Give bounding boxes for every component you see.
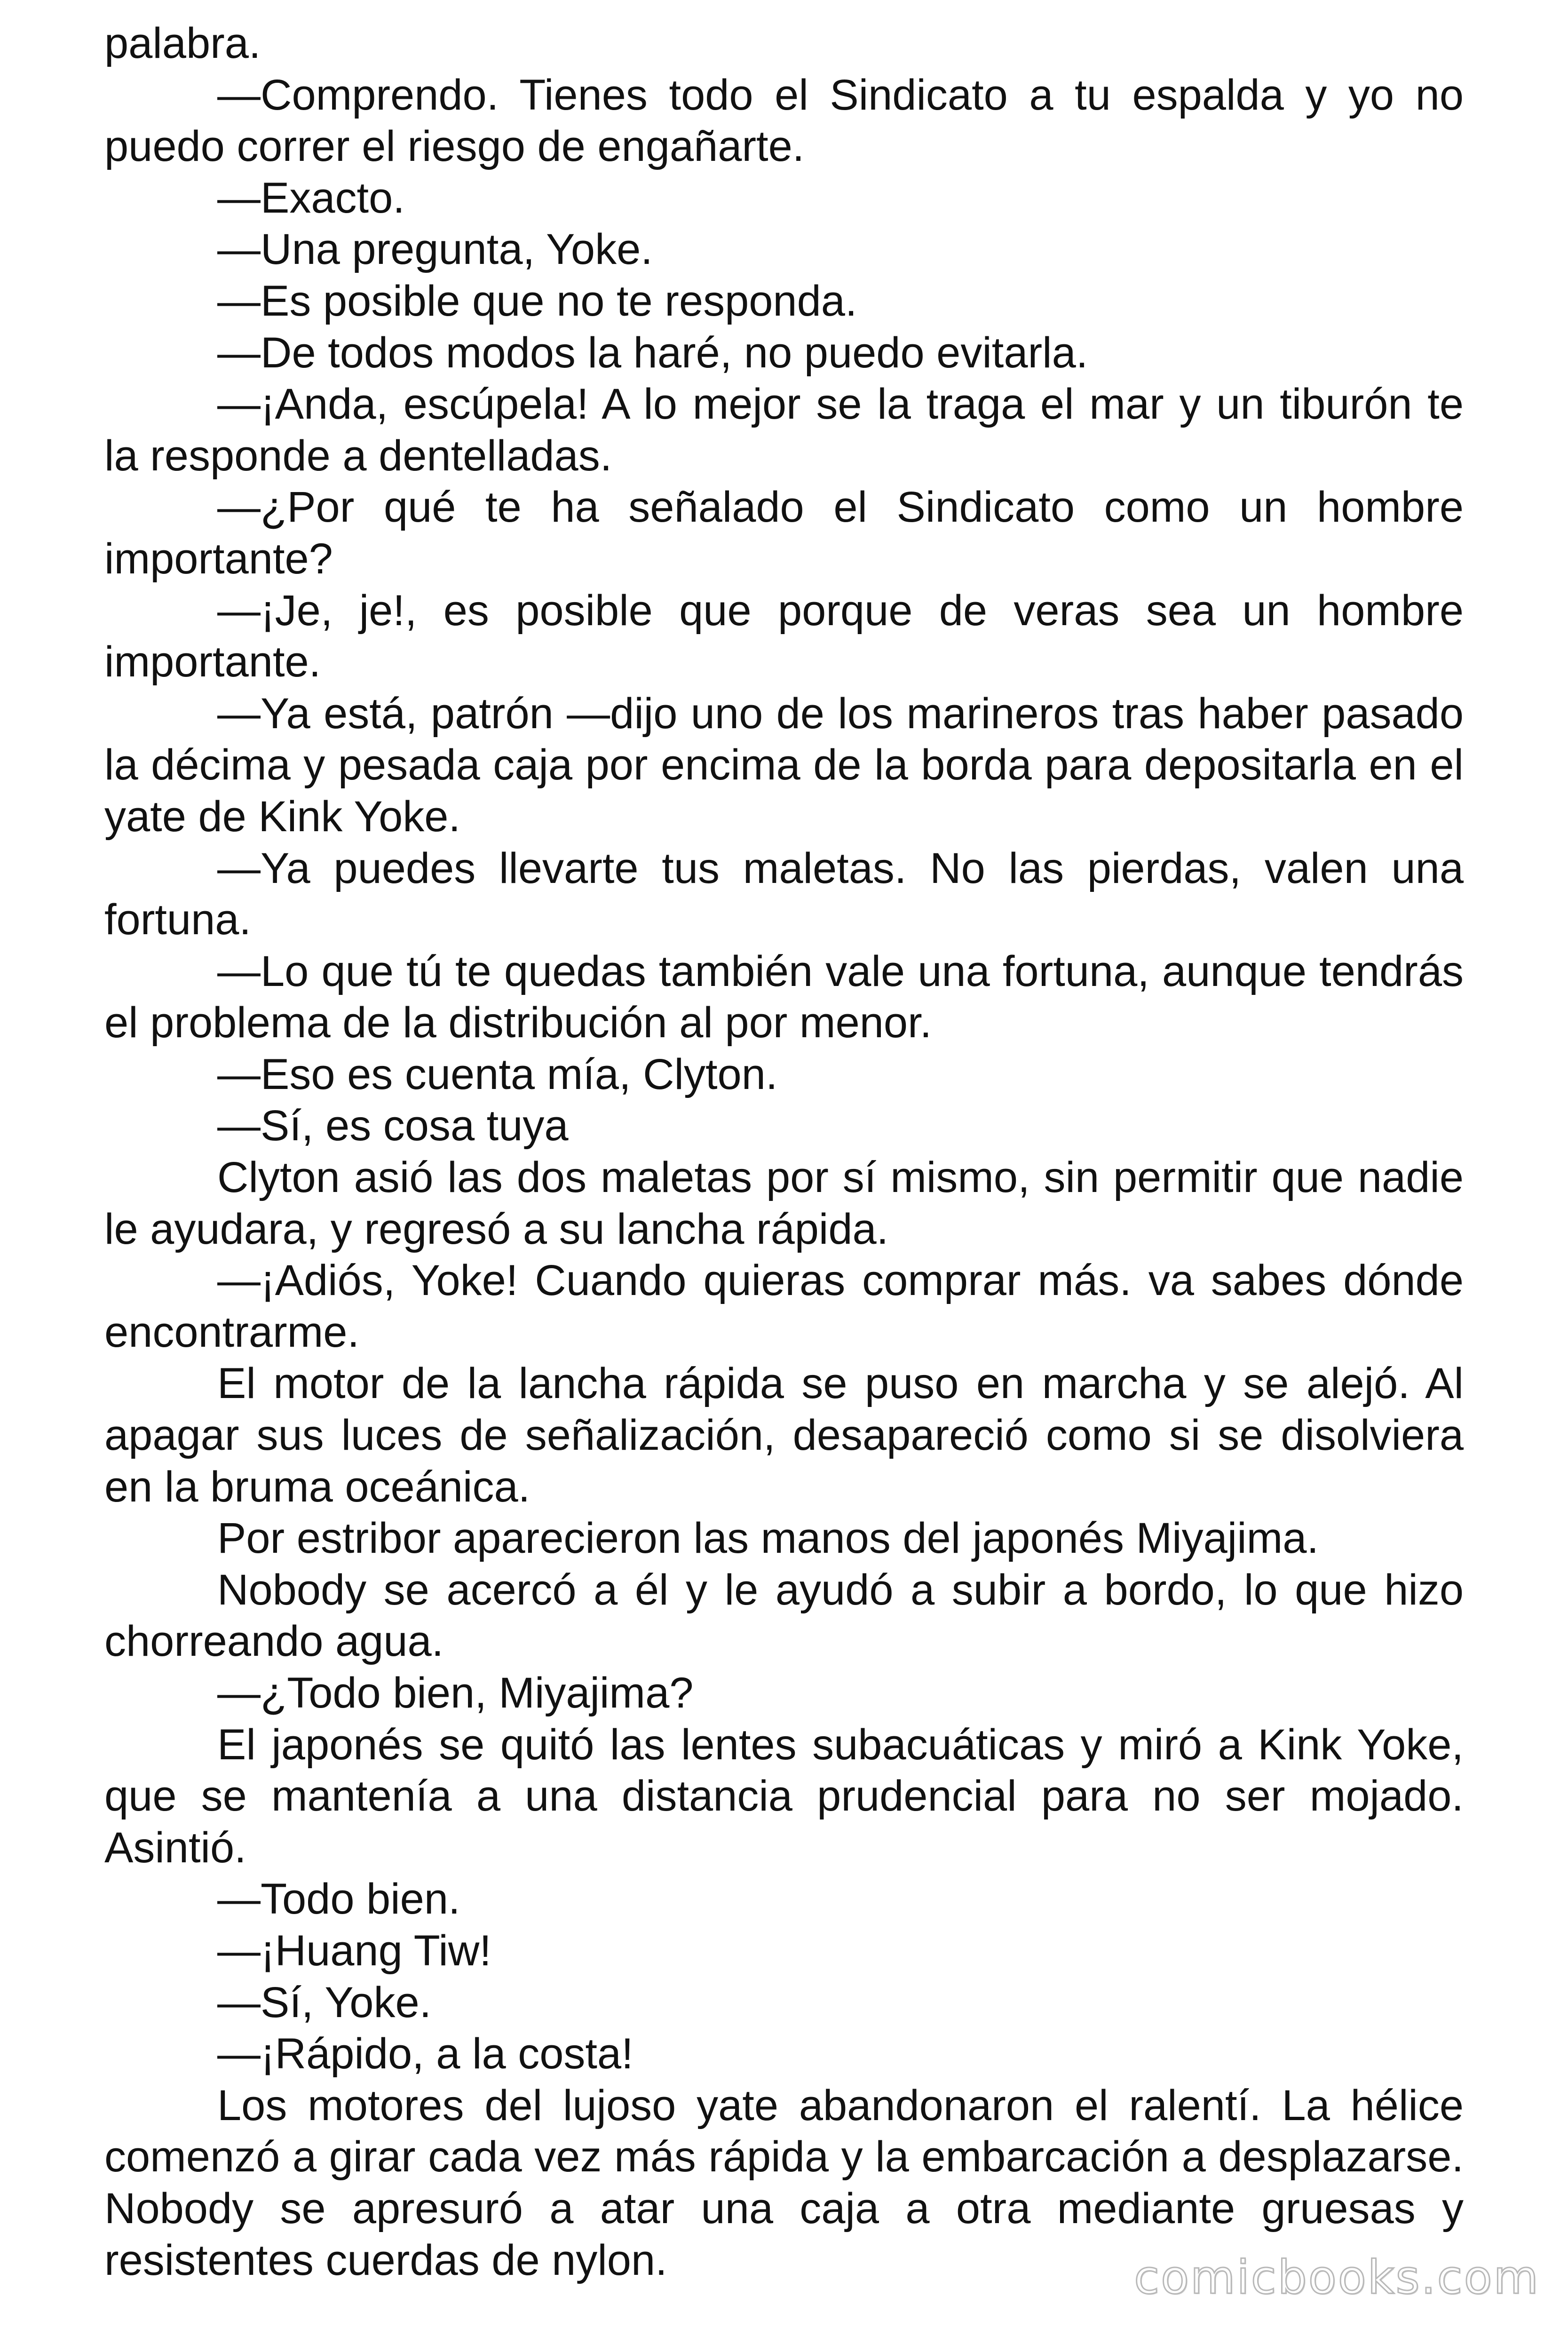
paragraph: palabra. bbox=[104, 19, 261, 67]
paragraph: —De todos modos la haré, no puedo evitarla. bbox=[217, 328, 1088, 377]
paragraph: —Una pregunta, Yoke. bbox=[217, 225, 653, 274]
paragraph: —¿Todo bien, Miyajima? bbox=[217, 1669, 694, 1717]
paragraph: —¡Je, je!, es posible que porque de veras sea un hombre importante. bbox=[104, 586, 1464, 686]
paragraph: —Lo que tú te quedas también vale una fortuna, aunque tendrás el problema de la distribución al por menor. bbox=[104, 947, 1464, 1047]
paragraph: Nobody se acercó a él y le ayudó a subir a bordo, lo que hizo chorreando agua. bbox=[104, 1565, 1464, 1666]
paragraph: El japonés se quitó las lentes subacuáticas y miró a Kink Yoke, que se mantenía a una distancia prudencial para no ser mojado. Asintió. bbox=[104, 1720, 1464, 1872]
paragraph: —¿Por qué te ha señalado el Sindicato como un hombre importante? bbox=[104, 483, 1464, 583]
paragraph: —¡Adiós, Yoke! Cuando quieras comprar más. va sabes dónde encontrarme. bbox=[104, 1256, 1464, 1356]
paragraph: —Es posible que no te responda. bbox=[217, 277, 857, 325]
paragraph: —Ya puedes llevarte tus maletas. No las pierdas, valen una fortuna. bbox=[104, 844, 1464, 944]
paragraph: —Sí, Yoke. bbox=[217, 1978, 432, 2026]
paragraph: El motor de la lancha rápida se puso en marcha y se alejó. Al apagar sus luces de señalización, desapareció como si se disolviera en la bruma oceánica. bbox=[104, 1359, 1464, 1511]
paragraph: —¡Anda, escúpela! A lo mejor se la traga el mar y un tiburón te la responde a dentelladas. bbox=[104, 380, 1464, 480]
paragraph: —Sí, es cosa tuya bbox=[217, 1102, 569, 1150]
paragraph: —Comprendo. Tienes todo el Sindicato a tu espalda y yo no puedo correr el riesgo de engañarte. bbox=[104, 71, 1464, 171]
watermark-logo: comicbooks.com bbox=[1134, 2251, 1540, 2304]
paragraph: —Exacto. bbox=[217, 174, 405, 222]
page-text bbox=[104, 18, 1464, 2286]
paragraph: Por estribor aparecieron las manos del japonés Miyajima. bbox=[217, 1514, 1319, 1563]
paragraph: —¡Huang Tiw! bbox=[217, 1926, 491, 1975]
paragraph: —Todo bien. bbox=[217, 1875, 460, 1923]
paragraph: —¡Rápido, a la costa! bbox=[217, 2030, 634, 2078]
paragraph: Clyton asió las dos maletas por sí mismo, sin permitir que nadie le ayudara, y regresó a su lancha rápida. bbox=[104, 1153, 1464, 1253]
paragraph: —Ya está, patrón —dijo uno de los marineros tras haber pasado la décima y pesada caja por encima de la borda para depositarla en el yate de Kink Yoke. bbox=[104, 689, 1464, 841]
paragraph: —Eso es cuenta mía, Clyton. bbox=[217, 1050, 778, 1098]
paragraph: Los motores del lujoso yate abandonaron el ralentí. La hélice comenzó a girar cada vez más rápida y la embarcación a desplazarse. Nobody se apresuró a atar una caja a otra mediante gruesas y resistentes cuerdas de nylon. bbox=[104, 2081, 1464, 2284]
